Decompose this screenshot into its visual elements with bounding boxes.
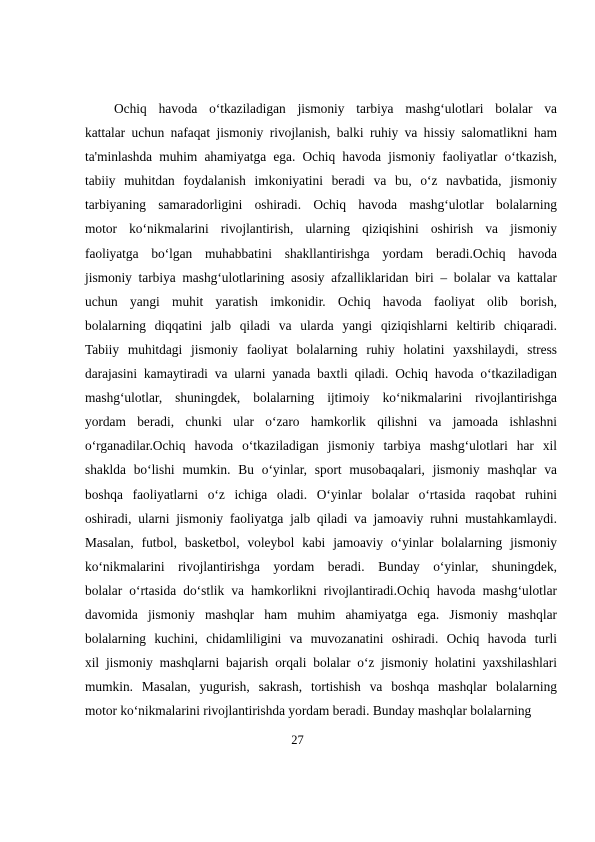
text-line: mashg‘ulotlar, shuningdek, bolalarning ijtimoiy ko‘nikmalarini rivojlantirishga bbox=[85, 390, 557, 406]
text-line: bolalarning kuchini, chidamliligini va muvozanatini oshiradi. Ochiq havoda turli bbox=[85, 631, 557, 647]
text-line: jismoniy tarbiya mashg‘ulotlarining asosiy afzalliklaridan biri – bolalar va kattalar bbox=[85, 269, 557, 285]
text-line: faoliyatga bo‘lgan muhabbatini shakllantirishga yordam beradi.Ochiq havoda bbox=[85, 245, 557, 261]
body-paragraph bbox=[85, 97, 557, 723]
text-line: tabiiy muhitdan foydalanish imkoniyatini beradi va bu, o‘z navbatida, jismoniy bbox=[85, 173, 557, 189]
text-line: davomida jismoniy mashqlar ham muhim ahamiyatga ega. Jismoniy mashqlar bbox=[85, 606, 557, 622]
text-line: Ochiq havoda o‘tkaziladigan jismoniy tarbiya mashg‘ulotlari bolalar va bbox=[114, 101, 557, 116]
text-line: xil jismoniy mashqlarni bajarish orqali bolalar o‘z jismoniy holatini yaxshilashlari bbox=[85, 655, 557, 671]
text-line: uchun yangi muhit yaratish imkonidir. Ochiq havoda faoliyat olib borish, bbox=[85, 293, 557, 309]
text-line: mumkin. Masalan, yugurish, sakrash, tortishish va boshqa mashqlar bolalarning bbox=[85, 679, 557, 695]
text-line: bolalarning diqqatini jalb qiladi va ularda yangi qiziqishlarni keltirib chiqaradi. bbox=[85, 317, 557, 333]
text-line: shaklda bo‘lishi mumkin. Bu o‘yinlar, sport musobaqalari, jismoniy mashqlar va bbox=[85, 462, 557, 478]
text-line: oshiradi, ularni jismoniy faoliyatga jalb qiladi va jamoaviy ruhni mustahkamlaydi. bbox=[85, 510, 557, 526]
text-line: kattalar uchun nafaqat jismoniy rivojlanish, balki ruhiy va hissiy salomatlikni ham bbox=[85, 125, 557, 141]
text-line: motor ko‘nikmalarini rivojlantirish, ularning qiziqishini oshirish va jismoniy bbox=[85, 221, 557, 237]
text-line: ko‘nikmalarini rivojlantirishga yordam beradi. Bunday o‘yinlar, shuningdek, bbox=[85, 558, 557, 574]
text-line: boshqa faoliyatlarni o‘z ichiga oladi. O‘yinlar bolalar o‘rtasida raqobat ruhini bbox=[85, 486, 557, 502]
text-line: Tabiiy muhitdagi jismoniy faoliyat bolalarning ruhiy holatini yaxshilaydi, stress bbox=[85, 341, 557, 357]
text-line: yordam beradi, chunki ular o‘zaro hamkorlik qilishni va jamoada ishlashni bbox=[85, 414, 557, 430]
text-line: o‘rganadilar.Ochiq havoda o‘tkaziladigan jismoniy tarbiya mashg‘ulotlari har xil bbox=[85, 438, 557, 454]
text-line: motor ko‘nikmalarini rivojlantirishda yordam beradi. Bunday mashqlar bolalarning bbox=[85, 703, 532, 719]
text-line: bolalar o‘rtasida do‘stlik va hamkorlikni rivojlantiradi.Ochiq havoda mashg‘ulotlar bbox=[85, 582, 557, 598]
page-number: 27 bbox=[291, 733, 304, 747]
text-line: darajasini kamaytiradi va ularni yanada baxtli qiladi. Ochiq havoda o‘tkaziladigan bbox=[85, 366, 557, 382]
text-line: ta'minlashda muhim ahamiyatga ega. Ochiq havoda jismoniy faoliyatlar o‘tkazish, bbox=[85, 149, 557, 165]
text-line: tarbiyaning samaradorligini oshiradi. Ochiq havoda mashg‘ulotlar bolalarning bbox=[85, 197, 557, 213]
text-line: Masalan, futbol, basketbol, voleybol kabi jamoaviy o‘yinlar bolalarning jismoniy bbox=[85, 534, 557, 550]
